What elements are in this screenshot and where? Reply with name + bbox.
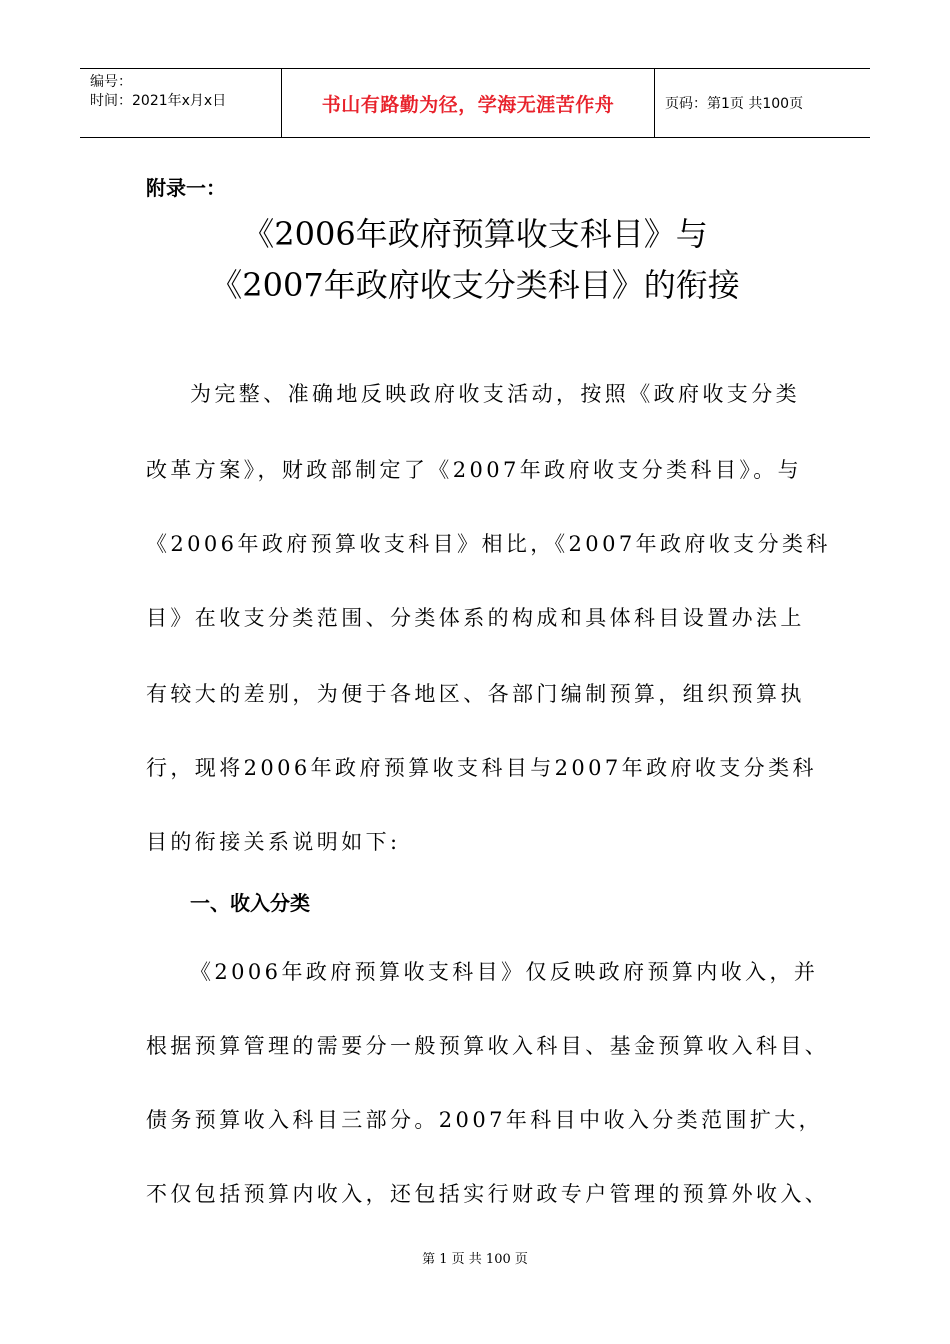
paragraph-line: 目》在收支分类范围、分类体系的构成和具体科目设置办法上	[146, 606, 805, 630]
paragraph-line: 行，现将2006年政府预算收支科目与2007年政府收支分类科	[146, 756, 817, 780]
section-heading-income: 一、收入分类	[190, 891, 310, 915]
paragraph-line: 不仅包括预算内收入，还包括实行财政专户管理的预算外收入、	[146, 1182, 830, 1206]
paragraph-line: 有较大的差别，为便于各地区、各部门编制预算，组织预算执	[146, 682, 805, 706]
document-title-line-2: 《2007年政府收支分类科目》的衔接	[210, 266, 740, 304]
document-header-table	[80, 68, 870, 138]
appendix-label: 附录一：	[146, 176, 226, 200]
paragraph-line: 《2006年政府预算收支科目》仅反映政府预算内收入，并	[190, 960, 819, 984]
paragraph-line: 《2006年政府预算收支科目》相比，《2007年政府收支分类科	[146, 532, 831, 556]
paragraph-line: 债务预算收入科目三部分。2007年科目中收入分类范围扩大，	[146, 1108, 824, 1132]
header-page-label: 页码：第1页 共100页	[665, 96, 804, 112]
document-number-label: 编号：	[90, 74, 132, 90]
header-meta-cell	[80, 69, 281, 137]
page-footer: 第 1 页 共 100 页	[422, 1252, 528, 1267]
paragraph-line: 目的衔接关系说明如下:	[146, 830, 401, 854]
document-date-label: 时间：2021年x月x日	[90, 93, 227, 109]
paragraph-line: 改革方案》，财政部制定了《2007年政府收支分类科目》。与	[146, 458, 803, 482]
paragraph-line: 为完整、准确地反映政府收支活动，按照《政府收支分类	[190, 382, 800, 406]
paragraph-line: 根据预算管理的需要分一般预算收入科目、基金预算收入科目、	[146, 1034, 830, 1058]
document-title-line-1: 《2006年政府预算收支科目》与	[242, 215, 708, 253]
header-motto: 书山有路勤为径，学海无涯苦作舟	[281, 69, 655, 137]
